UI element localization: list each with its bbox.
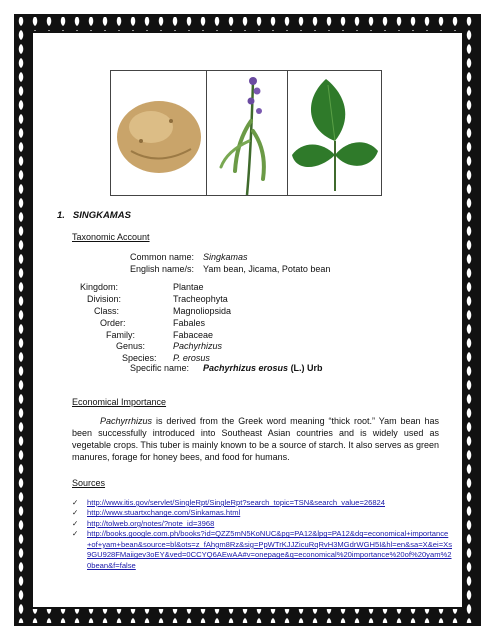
taxonomic-account-title: Taxonomic Account	[72, 232, 150, 242]
source-link[interactable]: http://www.stuartxchange.com/Sinkamas.html	[87, 508, 241, 518]
section-heading	[57, 210, 131, 223]
rank-label: Class:	[94, 305, 120, 316]
economical-importance-paragraph	[72, 416, 439, 464]
rank-row	[80, 282, 231, 294]
taxonomy-rank-list	[80, 282, 231, 365]
rank-row	[80, 330, 231, 342]
rank-label: Family:	[106, 329, 135, 340]
rank-label: Division:	[87, 293, 122, 304]
rank-label: Order:	[100, 317, 126, 328]
source-link[interactable]: http://tolweb.org/notes/?note_id=3968	[87, 518, 215, 528]
pod-flower-photo	[207, 71, 287, 195]
specific-name-label: Specific name:	[130, 363, 190, 373]
specific-name-row	[130, 363, 323, 375]
source-item	[72, 519, 452, 529]
genus-name: Pachyrrhizus	[100, 416, 153, 426]
heading-title: SINGKAMAS	[72, 210, 131, 221]
sources-list	[72, 498, 452, 571]
english-name-row	[130, 264, 330, 276]
common-name-value: Singkamas	[203, 252, 248, 262]
rank-row	[80, 318, 231, 330]
economical-importance-title: Economical Importance	[72, 397, 167, 407]
source-link[interactable]: http://books.google.com.ph/books?id=QZZ5mN5KoNUC&pg=PA12&lpg=PA12&dq=economical+importance+of+yam+bean&source=bl&ots=z_fAhgm8Rz&sig=PpWTrKJJZicuRqRvH3MGdrWGH5I&hl=en&sa=X&ei=Xs9GU928FMaiigev3oEY&ved=0CCYQ6AEwAA#v=onepage&q=economical%20importance%20of%20yam%20bean&f=false	[87, 529, 453, 570]
source-item	[72, 529, 452, 571]
plant-photo-strip	[110, 70, 382, 196]
rank-value: Fabaceae	[173, 329, 214, 340]
english-names-label: English name/s:	[130, 263, 195, 274]
check-icon: ✓	[72, 529, 79, 539]
rank-label: Genus:	[116, 341, 146, 352]
rank-row	[80, 306, 231, 318]
rank-value: Fabales	[173, 317, 206, 328]
rank-value: Pachyrhizus	[173, 341, 223, 352]
leaf-photo	[288, 71, 381, 195]
source-item	[72, 498, 452, 508]
rank-value: P. erosus	[173, 353, 210, 364]
rank-row	[80, 294, 231, 306]
source-link[interactable]: http://www.itis.gov/servlet/SingleRpt/SingleRpt?search_topic=TSN&search_value=26824	[87, 498, 386, 507]
specific-name-author: (L.) Urb	[290, 363, 323, 373]
check-icon: ✓	[72, 518, 79, 528]
paragraph-body: is derived from the Greek word meaning “thick root.” Yam bean has been successfully introduced into Southeast Asian countries and is widely used as vegetable crops. This tuber is mainly known to be a source of starch. It also serves as green manures, forage for honey bees, and food for humans.	[72, 416, 439, 462]
tuber-photo	[111, 71, 207, 195]
heading-number: 1.	[57, 210, 65, 221]
rank-value: Magnoliopsida	[173, 305, 232, 316]
name-block	[130, 252, 330, 276]
rank-label: Kingdom:	[80, 282, 119, 292]
specific-name-value: Pachyrhizus erosus	[203, 363, 289, 373]
common-name-row	[130, 252, 330, 264]
flower-shape	[249, 77, 257, 85]
sources-title: Sources	[72, 478, 106, 488]
document-content	[40, 40, 455, 600]
rank-value: Plantae	[173, 282, 204, 292]
check-icon: ✓	[72, 508, 79, 518]
rank-label: Species:	[122, 353, 157, 364]
rank-row	[80, 341, 231, 353]
english-names-value: Yam bean, Jicama, Potato bean	[203, 263, 331, 274]
source-item	[72, 508, 452, 518]
rank-value: Tracheophyta	[173, 293, 228, 304]
check-icon: ✓	[72, 498, 79, 507]
common-name-label: Common name:	[130, 252, 195, 262]
